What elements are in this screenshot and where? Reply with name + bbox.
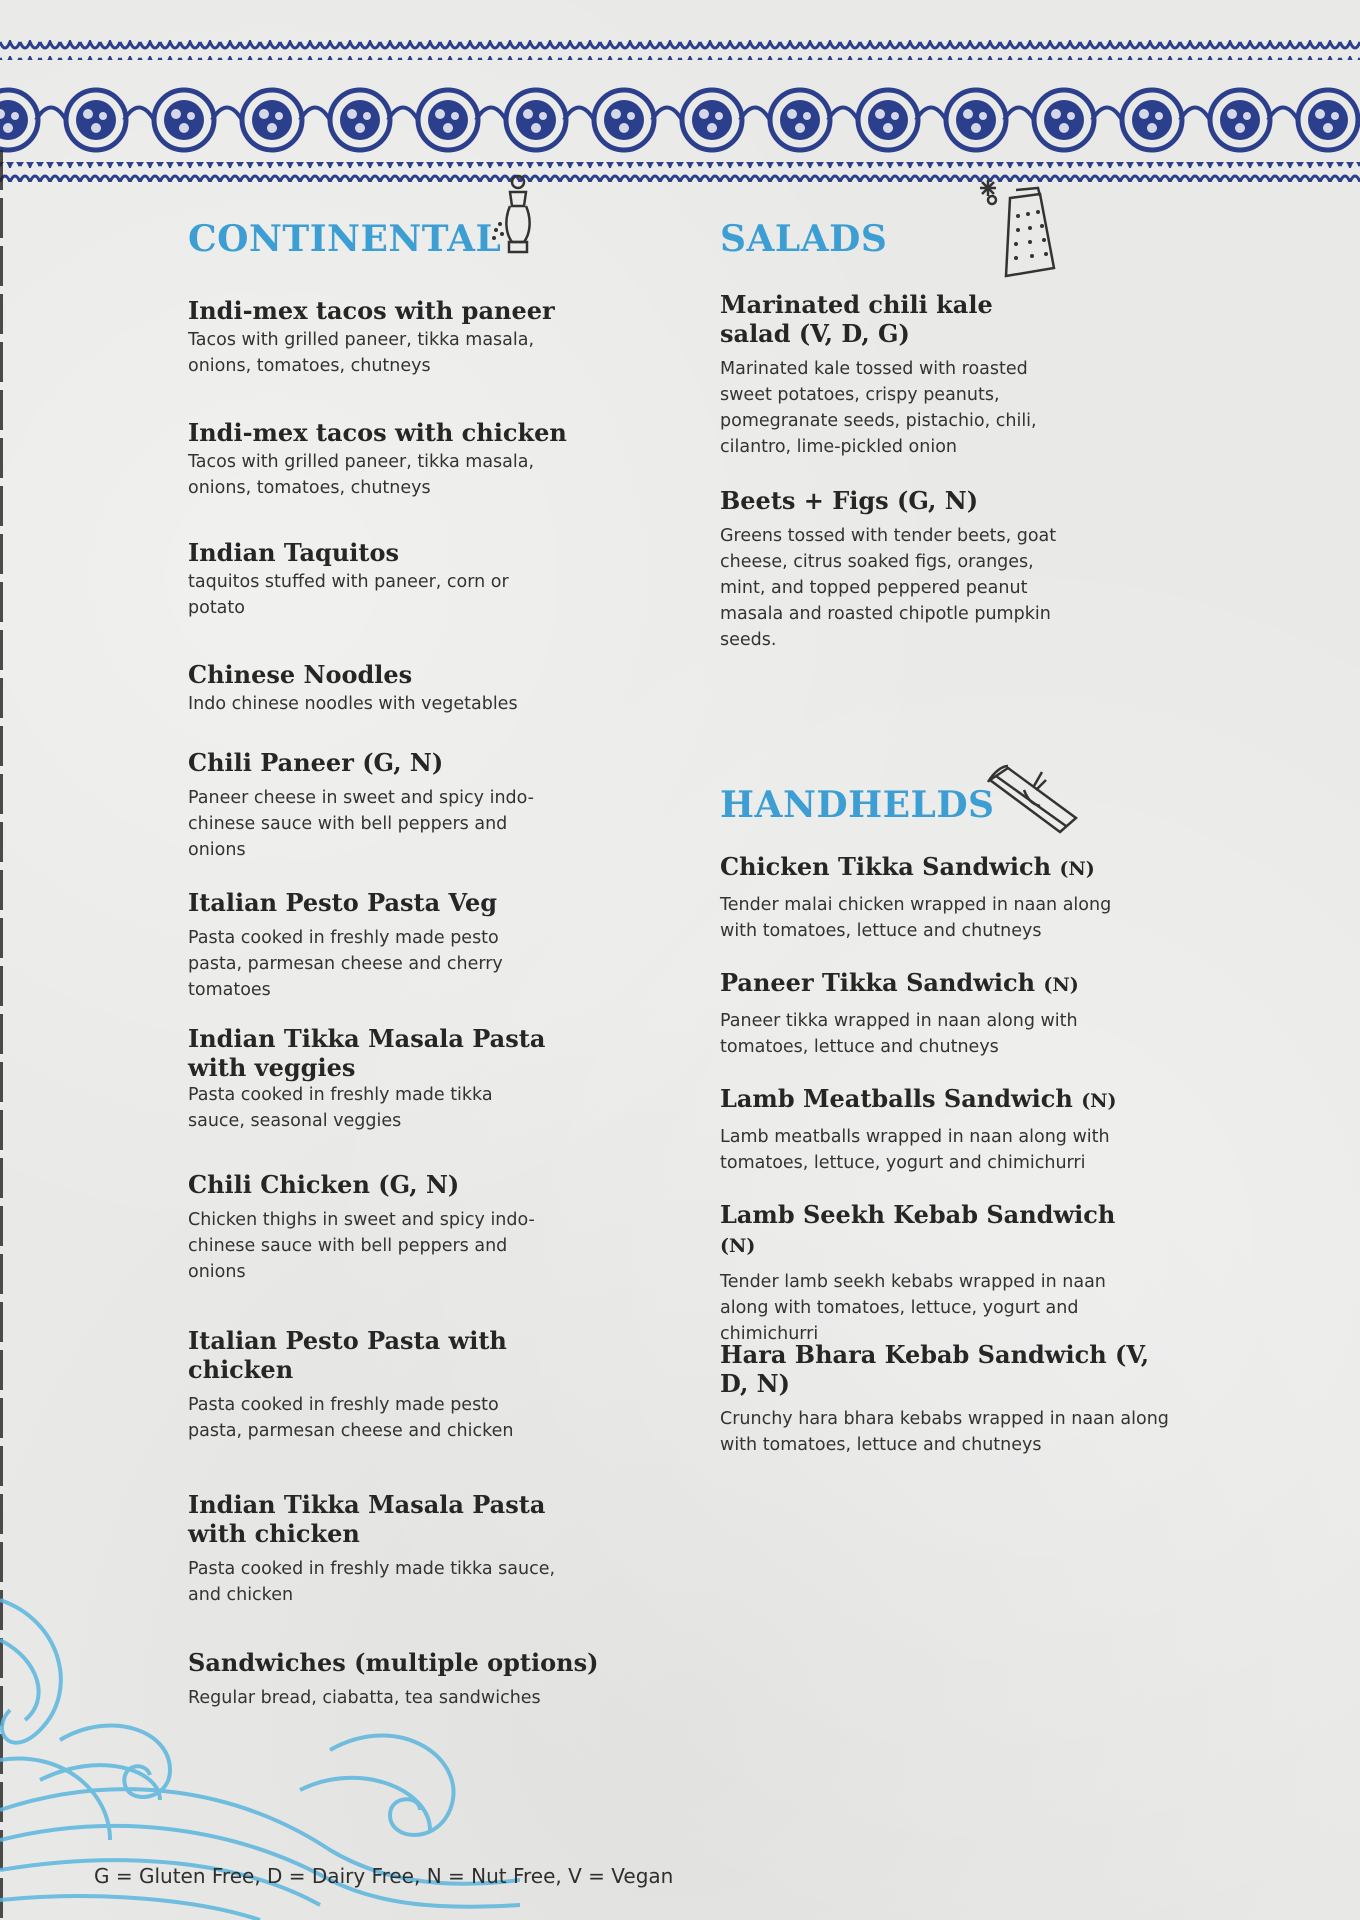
menu-item	[720, 968, 1120, 1060]
item-name: Indian Tikka Masala Pasta with chicken	[188, 1490, 546, 1548]
wrapped-sandwich-icon	[984, 760, 1084, 840]
item-name-text: Hara Bhara Kebab Sandwich (V, D, N)	[720, 1340, 1150, 1398]
menu-item	[188, 296, 588, 379]
item-description: Regular bread, ciabatta, tea sandwiches	[188, 1688, 541, 1708]
menu-item	[188, 748, 568, 863]
item-name-text: Paneer Tikka Sandwich	[720, 968, 1036, 997]
item-name: Italian Pesto Pasta Veg	[188, 888, 498, 917]
item-name: Sandwiches (multiple options)	[188, 1648, 599, 1677]
item-description: Tacos with grilled paneer, tikka masala, onions, tomatoes, chutneys	[188, 452, 535, 498]
item-name: Indi-mex tacos with paneer	[188, 296, 555, 325]
item-name: Chili Paneer (G, N)	[188, 748, 444, 777]
menu-item	[188, 660, 588, 717]
item-description: Tender malai chicken wrapped in naan along with tomatoes, lettuce and chutneys	[720, 895, 1112, 941]
menu-item	[188, 1648, 628, 1711]
item-name: Beets + Figs (G, N)	[720, 486, 979, 515]
menu-item	[720, 290, 1060, 460]
menu-item	[188, 1024, 548, 1134]
item-description: Tender lamb seekh kebabs wrapped in naan along with tomatoes, lettuce, yogurt and chimichurri	[720, 1272, 1106, 1344]
continental-heading: CONTINENTAL	[188, 218, 502, 260]
item-name	[720, 1084, 1130, 1116]
item-tag: (N)	[1081, 1090, 1117, 1112]
item-description: Tacos with grilled paneer, tikka masala, onions, tomatoes, chutneys	[188, 330, 535, 376]
item-name	[720, 1340, 1180, 1398]
menu-item	[188, 888, 548, 1003]
item-tag: (N)	[1043, 974, 1079, 996]
item-description: Paneer cheese in sweet and spicy indo-chinese sauce with bell peppers and onions	[188, 788, 534, 860]
item-name: Chili Chicken (G, N)	[188, 1170, 460, 1199]
item-name: Indian Taquitos	[188, 538, 399, 567]
menu-item	[188, 1170, 558, 1285]
menu-item	[720, 1200, 1140, 1347]
item-description: taquitos stuffed with paneer, corn or potato	[188, 572, 509, 618]
item-description: Pasta cooked in freshly made pesto pasta, parmesan cheese and cherry tomatoes	[188, 928, 503, 1000]
item-description: Pasta cooked in freshly made pesto pasta, parmesan cheese and chicken	[188, 1395, 514, 1441]
handhelds-heading: HANDHELDS	[720, 784, 995, 826]
item-name: Italian Pesto Pasta with chicken	[188, 1326, 507, 1384]
floral-border	[0, 40, 1360, 190]
menu-item	[188, 1326, 558, 1444]
menu-item	[720, 486, 1060, 653]
menu-item	[720, 852, 1150, 944]
item-name: Indian Tikka Masala Pasta with veggies	[188, 1024, 546, 1082]
menu-item	[188, 1490, 558, 1608]
item-description: Pasta cooked in freshly made tikka sauce, seasonal veggies	[188, 1085, 493, 1131]
item-name	[720, 852, 1150, 884]
menu-item	[720, 1084, 1130, 1176]
item-description: Lamb meatballs wrapped in naan along with tomatoes, lettuce, yogurt and chimichurri	[720, 1127, 1110, 1173]
menu-item	[188, 538, 558, 621]
item-name: Indi-mex tacos with chicken	[188, 418, 567, 447]
item-description: Chicken thighs in sweet and spicy indo- chinese sauce with bell peppers and onions	[188, 1210, 535, 1282]
item-name: Chinese Noodles	[188, 660, 413, 689]
item-tag: (N)	[1059, 858, 1095, 880]
cheese-grater-icon	[960, 172, 1060, 282]
item-name: Marinated chili kale salad (V, D, G)	[720, 290, 993, 348]
item-name-text: Lamb Meatballs Sandwich	[720, 1084, 1073, 1113]
item-tag: (N)	[720, 1235, 756, 1257]
item-name	[720, 968, 1120, 1000]
item-name	[720, 1200, 1140, 1261]
menu-item	[720, 1340, 1180, 1458]
item-description: Greens tossed with tender beets, goat cheese, citrus soaked figs, oranges, mint, and topped peppered peanut masala and roasted chipotle pumpkin seeds.	[720, 526, 1057, 650]
item-description: Marinated kale tossed with roasted sweet potatoes, crispy peanuts, pomegranate seeds, pistachio, chili, cilantro, lime-pickled onion	[720, 359, 1037, 457]
item-name-text: Lamb Seekh Kebab Sandwich	[720, 1200, 1116, 1229]
item-name-text: Chicken Tikka Sandwich	[720, 852, 1052, 881]
menu-item	[188, 418, 588, 501]
item-description: Indo chinese noodles with vegetables	[188, 694, 518, 714]
salads-heading: SALADS	[720, 218, 888, 260]
item-description: Crunchy hara bhara kebabs wrapped in naan along with tomatoes, lettuce and chutneys	[720, 1409, 1169, 1455]
item-description: Paneer tikka wrapped in naan along with tomatoes, lettuce and chutneys	[720, 1011, 1078, 1057]
dietary-legend: G = Gluten Free, D = Dairy Free, N = Nut Free, V = Vegan	[94, 1864, 674, 1888]
item-description: Pasta cooked in freshly made tikka sauce, and chicken	[188, 1559, 556, 1605]
